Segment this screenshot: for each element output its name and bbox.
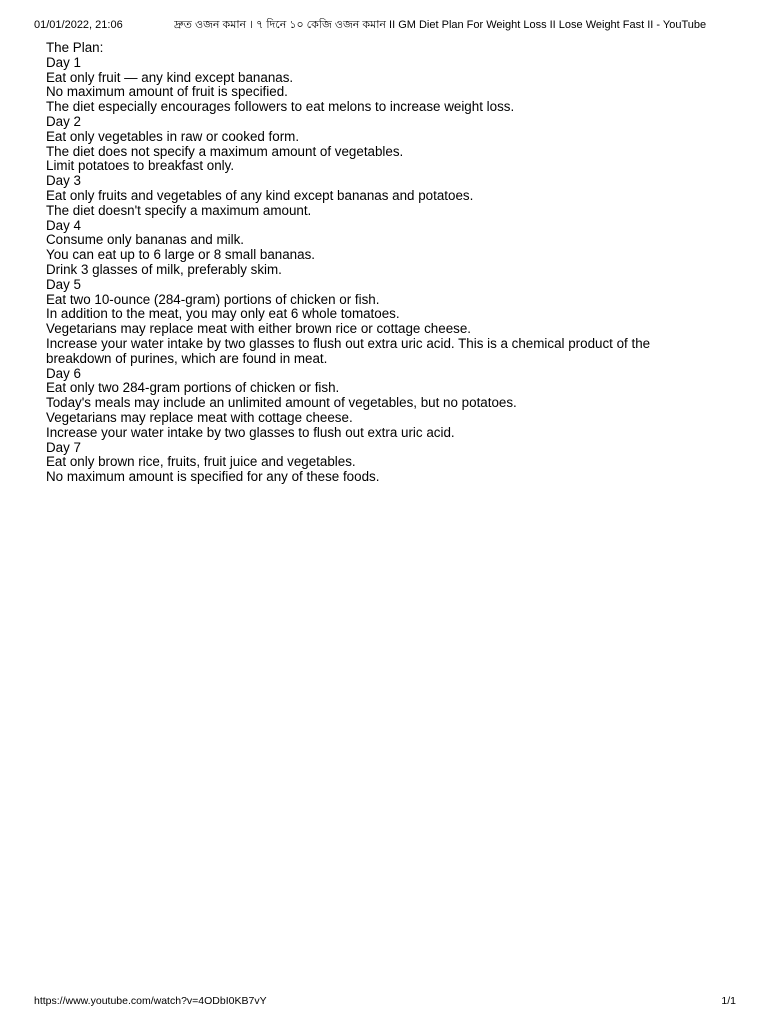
text-line: Eat only brown rice, fruits, fruit juice and vegetables. [46, 454, 356, 470]
text-line: Eat only two 284-gram portions of chicken or fish. [46, 380, 340, 396]
text-line: Eat only vegetables in raw or cooked form. [46, 128, 300, 144]
text-line: No maximum amount is specified for any of these foods. [46, 469, 380, 485]
text-line: Vegetarians may replace meat with cottage cheese. [46, 409, 353, 425]
day-4-heading: Day 4 [46, 217, 81, 233]
text-line: Increase your water intake by two glasses to flush out extra uric acid. [46, 424, 455, 440]
text-line: The diet doesn't specify a maximum amount. [46, 202, 312, 218]
text-line: The diet especially encourages followers to eat melons to increase weight loss. [46, 99, 515, 115]
text-line: No maximum amount of fruit is specified. [46, 84, 288, 100]
print-datetime: 01/01/2022, 21:06 [34, 19, 123, 31]
text-line: The diet does not specify a maximum amount of vegetables. [46, 143, 404, 159]
day-5-heading: Day 5 [46, 276, 81, 292]
text-line: Increase your water intake by two glasses to flush out extra uric acid. This is a chemical product of the breakdown of purines, which are found in meat. [46, 335, 651, 366]
day-3-heading: Day 3 [46, 173, 81, 189]
print-page-title: দ্রুত ওজন কমান । ৭ দিনে ১০ কেজি ওজন কমান II GM Diet Plan For Weight Loss II Lose Weight Fast II - YouTube [174, 19, 706, 31]
plan-heading: The Plan: [46, 40, 104, 55]
document-body [46, 41, 706, 485]
text-line: Limit potatoes to breakfast only. [46, 158, 235, 174]
text-line: Eat only fruit — any kind except bananas. [46, 69, 294, 85]
print-page-number: 1/1 [721, 995, 736, 1007]
day-7-heading: Day 7 [46, 439, 81, 455]
print-source-url: https://www.youtube.com/watch?v=4ODbI0KB7vY [34, 995, 267, 1007]
text-line: Vegetarians may replace meat with either brown rice or cottage cheese. [46, 321, 472, 337]
text-line: Eat two 10-ounce (284-gram) portions of chicken or fish. [46, 291, 380, 307]
print-header [34, 16, 706, 34]
day-6-heading: Day 6 [46, 365, 81, 381]
print-footer [34, 993, 736, 1009]
text-line: Consume only bananas and milk. [46, 232, 244, 248]
text-line: Drink 3 glasses of milk, preferably skim. [46, 261, 282, 277]
day-2-heading: Day 2 [46, 113, 81, 129]
text-line: You can eat up to 6 large or 8 small bananas. [46, 247, 315, 263]
text-line: Today's meals may include an unlimited amount of vegetables, but no potatoes. [46, 395, 517, 411]
text-line: Eat only fruits and vegetables of any kind except bananas and potatoes. [46, 187, 474, 203]
day-1-heading: Day 1 [46, 54, 81, 70]
text-line: In addition to the meat, you may only eat 6 whole tomatoes. [46, 306, 400, 322]
